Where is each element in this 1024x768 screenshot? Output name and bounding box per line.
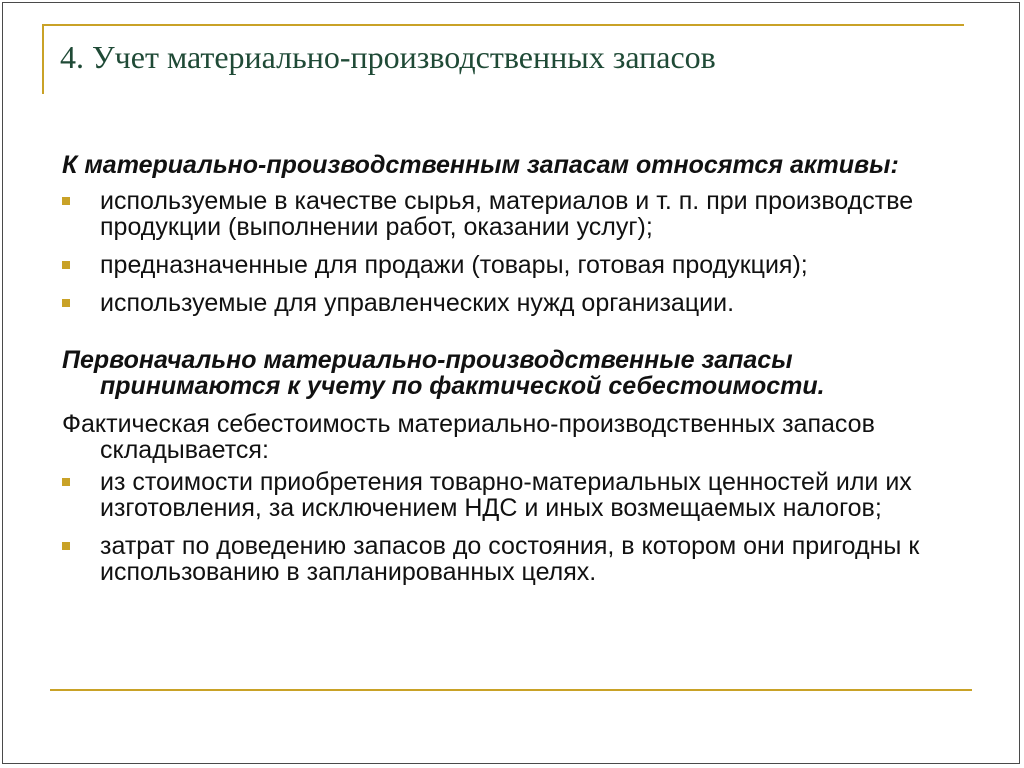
list-item [62,188,942,240]
slide-title: 4. Учет материально-производственных запасов [60,39,716,75]
list-item-text: используемые для управленческих нужд организации. [100,289,735,317]
section2-heading: Первоначально материально-производственные запасы принимаются к учету по фактической себестоимости. [62,346,825,400]
list-item-text: предназначенные для продажи (товары, готовая продукция); [100,251,808,279]
section1-heading: К материально-производственным запасам относятся активы: [62,151,899,179]
slide-content [62,152,942,585]
square-bullet-icon [62,197,70,205]
square-bullet-icon [62,478,70,486]
list-item [62,469,942,521]
list-item [62,252,942,278]
section2-intro: Фактическая себестоимость материально-производственных запасов складывается: [62,410,875,464]
list-item-text: из стоимости приобретения товарно-материальных ценностей или их изготовления, за исключением НДС и иных возмещаемых налогов; [100,468,912,522]
top-divider [42,24,964,26]
left-accent-bar [42,24,44,94]
list-item [62,290,942,316]
square-bullet-icon [62,542,70,550]
bottom-divider [50,689,972,691]
list-item-text: затрат по доведению запасов до состояния, в котором они пригодны к использованию в запланированных целях. [100,532,920,586]
list-item-text: используемые в качестве сырья, материалов и т. п. при производстве продукции (выполнении работ, оказании услуг); [100,187,914,241]
square-bullet-icon [62,299,70,307]
list-item [62,533,942,585]
square-bullet-icon [62,261,70,269]
